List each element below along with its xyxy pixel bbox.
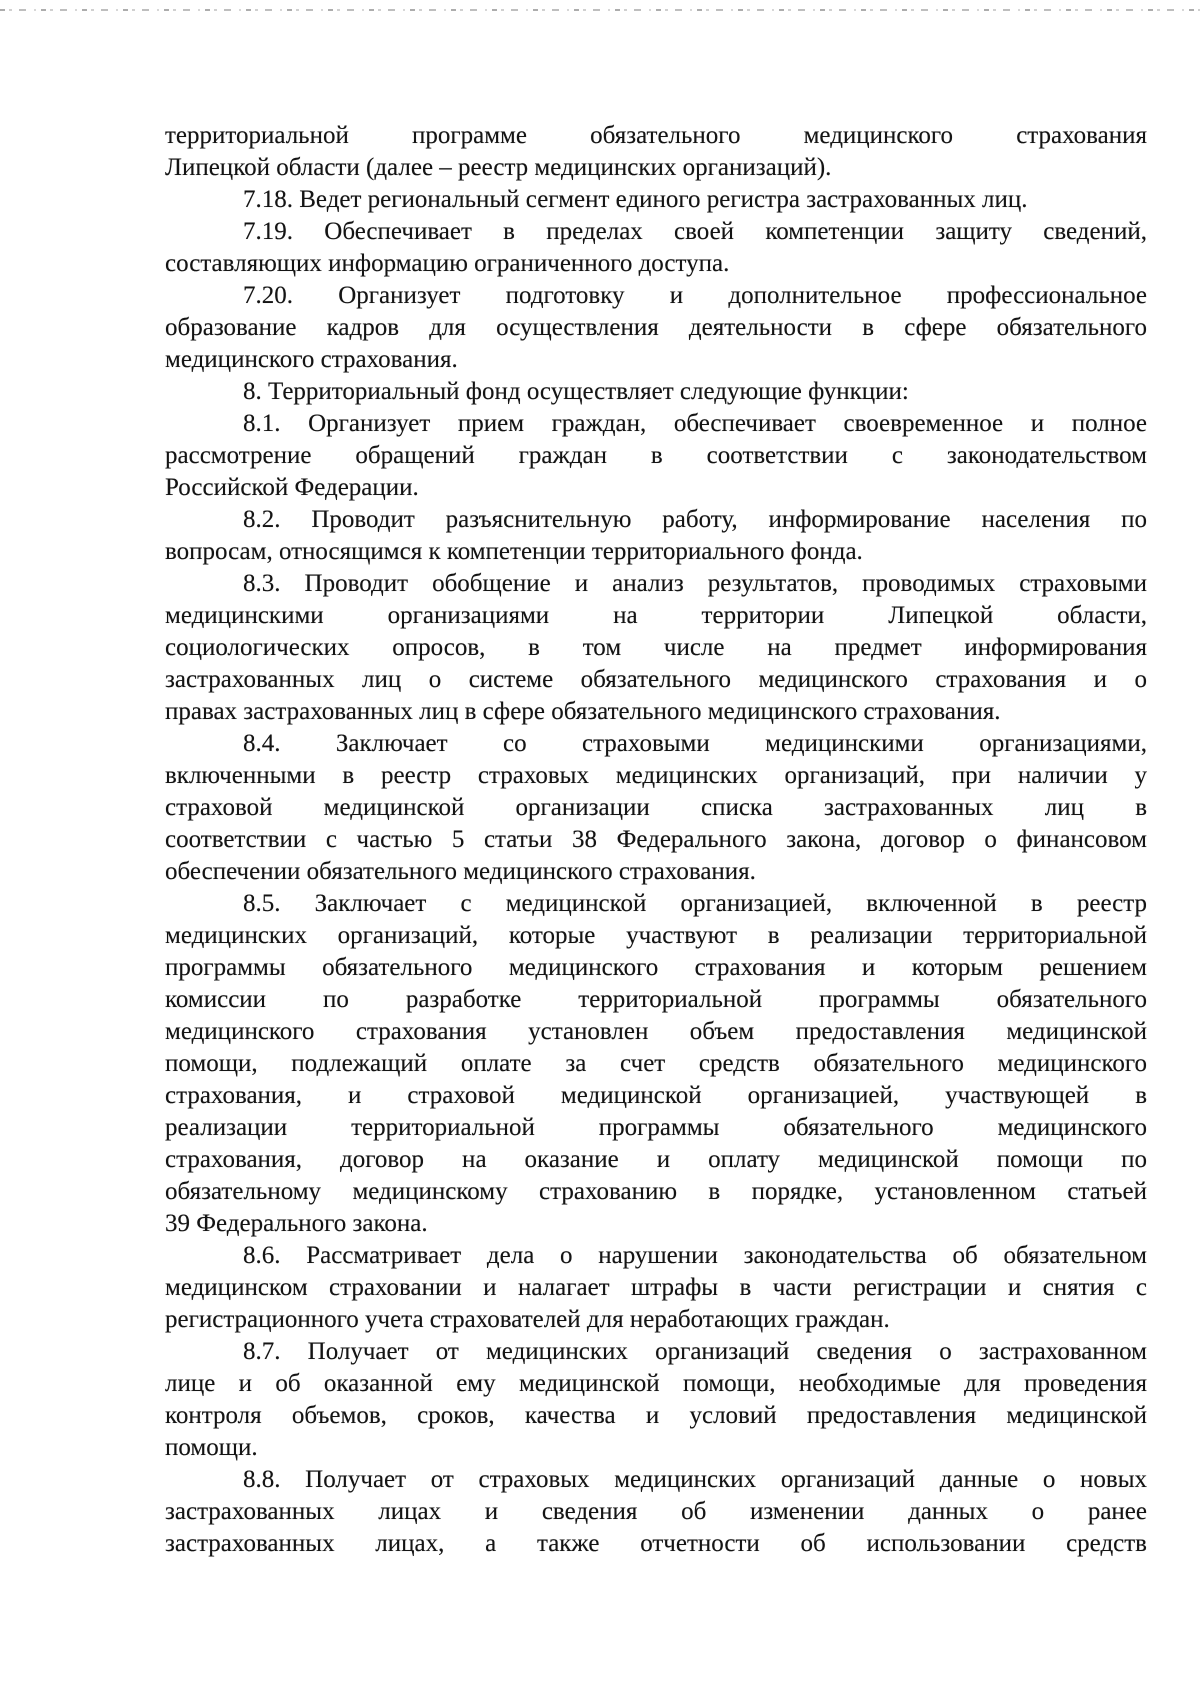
- text-line: реализации территориальной программы обязательного медицинского: [165, 1114, 1147, 1141]
- text-line: социологических опросов, в том числе на предмет информирования: [165, 634, 1147, 661]
- text-line: Российской Федерации.: [165, 474, 419, 501]
- paragraph-8-4: [165, 728, 1147, 888]
- text-line: 8.1. Организует прием граждан, обеспечивает своевременное и полное: [243, 410, 1147, 437]
- text-line: медицинском страховании и налагает штрафы в части регистрации и снятия с: [165, 1274, 1147, 1301]
- scan-artifact-line: [0, 9, 1200, 11]
- text-line: помощи.: [165, 1434, 258, 1461]
- text-line: застрахованных лицах и сведения об изменении данных о ранее: [165, 1498, 1147, 1525]
- document-text: [165, 120, 1147, 1560]
- text-line: 8.8. Получает от страховых медицинских организаций данные о новых: [243, 1466, 1147, 1493]
- text-line: вопросам, относящимся к компетенции территориального фонда.: [165, 538, 863, 565]
- text-line: территориальной программе обязательного медицинского страхования: [165, 122, 1147, 149]
- paragraph-7-20: [165, 280, 1147, 376]
- text-line: помощи, подлежащий оплате за счет средств обязательного медицинского: [165, 1050, 1147, 1077]
- paragraph-8-2: [165, 504, 1147, 568]
- text-line: медицинского страхования установлен объем предоставления медицинской: [165, 1018, 1147, 1045]
- paragraph-7-18: [165, 184, 1147, 216]
- text-line: составляющих информацию ограниченного доступа.: [165, 250, 730, 277]
- text-line: 7.19. Обеспечивает в пределах своей компетенции защиту сведений,: [243, 218, 1147, 245]
- text-line: регистрационного учета страхователей для неработающих граждан.: [165, 1306, 890, 1333]
- text-line: 8.2. Проводит разъяснительную работу, информирование населения по: [243, 506, 1147, 533]
- text-line: 8.5. Заключает с медицинской организацией, включенной в реестр: [243, 890, 1147, 917]
- text-line: 8.7. Получает от медицинских организаций сведения о застрахованном: [243, 1338, 1147, 1365]
- text-line: программы обязательного медицинского страхования и которым решением: [165, 954, 1147, 981]
- text-line: обязательному медицинскому страхованию в порядке, установленном статьей: [165, 1178, 1147, 1205]
- paragraph-8-5: [165, 888, 1147, 1240]
- paragraph-8-1: [165, 408, 1147, 504]
- text-line: застрахованных лиц о системе обязательного медицинского страхования и о: [165, 666, 1147, 693]
- text-line: лице и об оказанной ему медицинской помощи, необходимые для проведения: [165, 1370, 1147, 1397]
- text-line: 8. Территориальный фонд осуществляет следующие функции:: [243, 378, 909, 405]
- text-line: обеспечении обязательного медицинского страхования.: [165, 858, 756, 885]
- text-line: 39 Федерального закона.: [165, 1210, 428, 1237]
- text-line: контроля объемов, сроков, качества и условий предоставления медицинской: [165, 1402, 1147, 1429]
- text-line: комиссии по разработке территориальной программы обязательного: [165, 986, 1147, 1013]
- text-line: медицинскими организациями на территории Липецкой области,: [165, 602, 1147, 629]
- text-line: 8.3. Проводит обобщение и анализ результатов, проводимых страховыми: [243, 570, 1147, 597]
- text-line: включенными в реестр страховых медицинских организаций, при наличии у: [165, 762, 1147, 789]
- text-line: страхования, и страховой медицинской организацией, участвующей в: [165, 1082, 1147, 1109]
- text-line: 7.20. Организует подготовку и дополнительное профессиональное: [243, 282, 1147, 309]
- paragraph-8-6: [165, 1240, 1147, 1336]
- text-line: 7.18. Ведет региональный сегмент единого регистра застрахованных лиц.: [243, 186, 1028, 213]
- text-line: соответствии с частью 5 статьи 38 Федерального закона, договор о финансовом: [165, 826, 1147, 853]
- text-line: правах застрахованных лиц в сфере обязательного медицинского страхования.: [165, 698, 1001, 725]
- paragraph-8: [165, 376, 1147, 408]
- text-line: застрахованных лицах, а также отчетности об использовании средств: [165, 1530, 1147, 1557]
- paragraph-8-7: [165, 1336, 1147, 1464]
- paragraph-8-8: [165, 1464, 1147, 1560]
- text-line: страховой медицинской организации списка застрахованных лиц в: [165, 794, 1147, 821]
- text-line: Липецкой области (далее – реестр медицинских организаций).: [165, 154, 832, 181]
- text-line: 8.6. Рассматривает дела о нарушении законодательства об обязательном: [243, 1242, 1147, 1269]
- paragraph-7-19: [165, 216, 1147, 280]
- text-line: 8.4. Заключает со страховыми медицинскими организациями,: [243, 730, 1147, 757]
- text-line: образование кадров для осуществления деятельности в сфере обязательного: [165, 314, 1147, 341]
- text-line: медицинских организаций, которые участвуют в реализации территориальной: [165, 922, 1147, 949]
- paragraph-8-3: [165, 568, 1147, 728]
- paragraph-7-17-continuation: [165, 120, 1147, 184]
- text-line: медицинского страхования.: [165, 346, 458, 373]
- text-line: страхования, договор на оказание и оплату медицинской помощи по: [165, 1146, 1147, 1173]
- text-line: рассмотрение обращений граждан в соответствии с законодательством: [165, 442, 1147, 469]
